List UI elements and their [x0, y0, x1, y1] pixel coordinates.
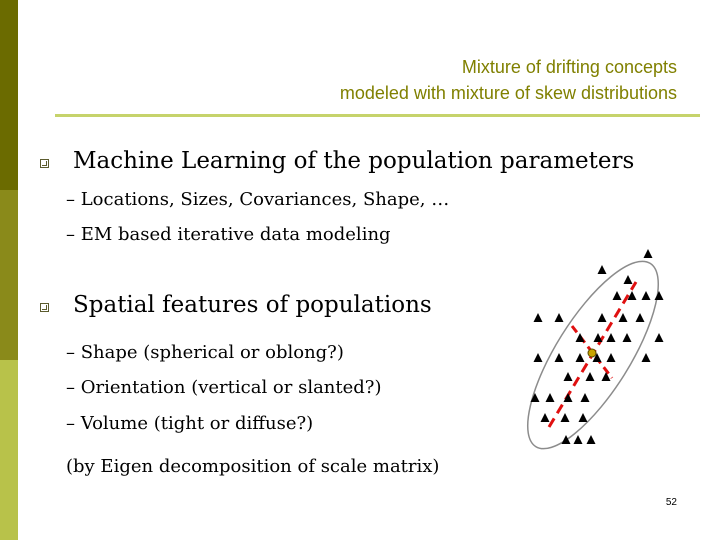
triangle-icon	[576, 333, 585, 342]
triangle-icon	[607, 353, 616, 362]
triangle-icon	[586, 372, 595, 381]
bullet-machine-learning: Machine Learning of the population parameters	[73, 148, 635, 174]
triangle-icon	[636, 313, 645, 322]
triangle-icon	[534, 353, 543, 362]
triangle-icon	[598, 313, 607, 322]
slide-title-line-1: Mixture of drifting concepts	[461, 57, 677, 77]
triangle-icon	[574, 435, 583, 444]
sidebar-segment-bottom	[0, 360, 18, 540]
skew-distribution-figure	[520, 240, 680, 450]
triangle-icon	[607, 333, 616, 342]
triangle-icon	[587, 435, 596, 444]
triangle-icon	[562, 435, 571, 444]
triangle-icon	[598, 265, 607, 274]
subitem-orientation: – Orientation (vertical or slanted?)	[66, 377, 382, 398]
data-points	[531, 249, 664, 444]
subitem-locations: – Locations, Sizes, Covariances, Shape, …	[66, 189, 450, 210]
page-number: 52	[665, 497, 677, 508]
triangle-icon	[541, 413, 550, 422]
triangle-icon	[613, 291, 622, 300]
subitem-volume: – Volume (tight or diffuse?)	[66, 413, 314, 434]
triangle-icon	[581, 393, 590, 402]
slide-title	[340, 54, 677, 106]
triangle-icon	[555, 353, 564, 362]
triangle-icon	[655, 333, 664, 342]
slide-sidebar-decoration	[0, 0, 18, 540]
triangle-icon	[602, 372, 611, 381]
sidebar-segment-top	[0, 0, 18, 190]
subitem-em-modeling: – EM based iterative data modeling	[66, 224, 391, 245]
bullet-square-icon	[40, 303, 49, 312]
triangle-icon	[644, 249, 653, 258]
triangle-icon	[555, 313, 564, 322]
triangle-icon	[642, 353, 651, 362]
eigen-note: (by Eigen decomposition of scale matrix)	[66, 456, 440, 477]
triangle-icon	[655, 291, 664, 300]
triangle-icon	[619, 313, 628, 322]
bullet-spatial-features: Spatial features of populations	[73, 292, 432, 318]
triangle-icon	[534, 313, 543, 322]
triangle-icon	[564, 393, 573, 402]
triangle-icon	[624, 275, 633, 284]
title-divider	[55, 114, 700, 117]
center-point-icon	[588, 349, 596, 357]
triangle-icon	[576, 353, 585, 362]
triangle-icon	[546, 393, 555, 402]
sidebar-segment-middle	[0, 190, 18, 360]
subitem-shape: – Shape (spherical or oblong?)	[66, 342, 344, 363]
bullet-square-icon	[40, 159, 49, 168]
triangle-icon	[564, 372, 573, 381]
triangle-icon	[579, 413, 588, 422]
triangle-icon	[623, 333, 632, 342]
triangle-icon	[642, 291, 651, 300]
slide-title-line-2: modeled with mixture of skew distributions	[339, 83, 677, 103]
triangle-icon	[561, 413, 570, 422]
